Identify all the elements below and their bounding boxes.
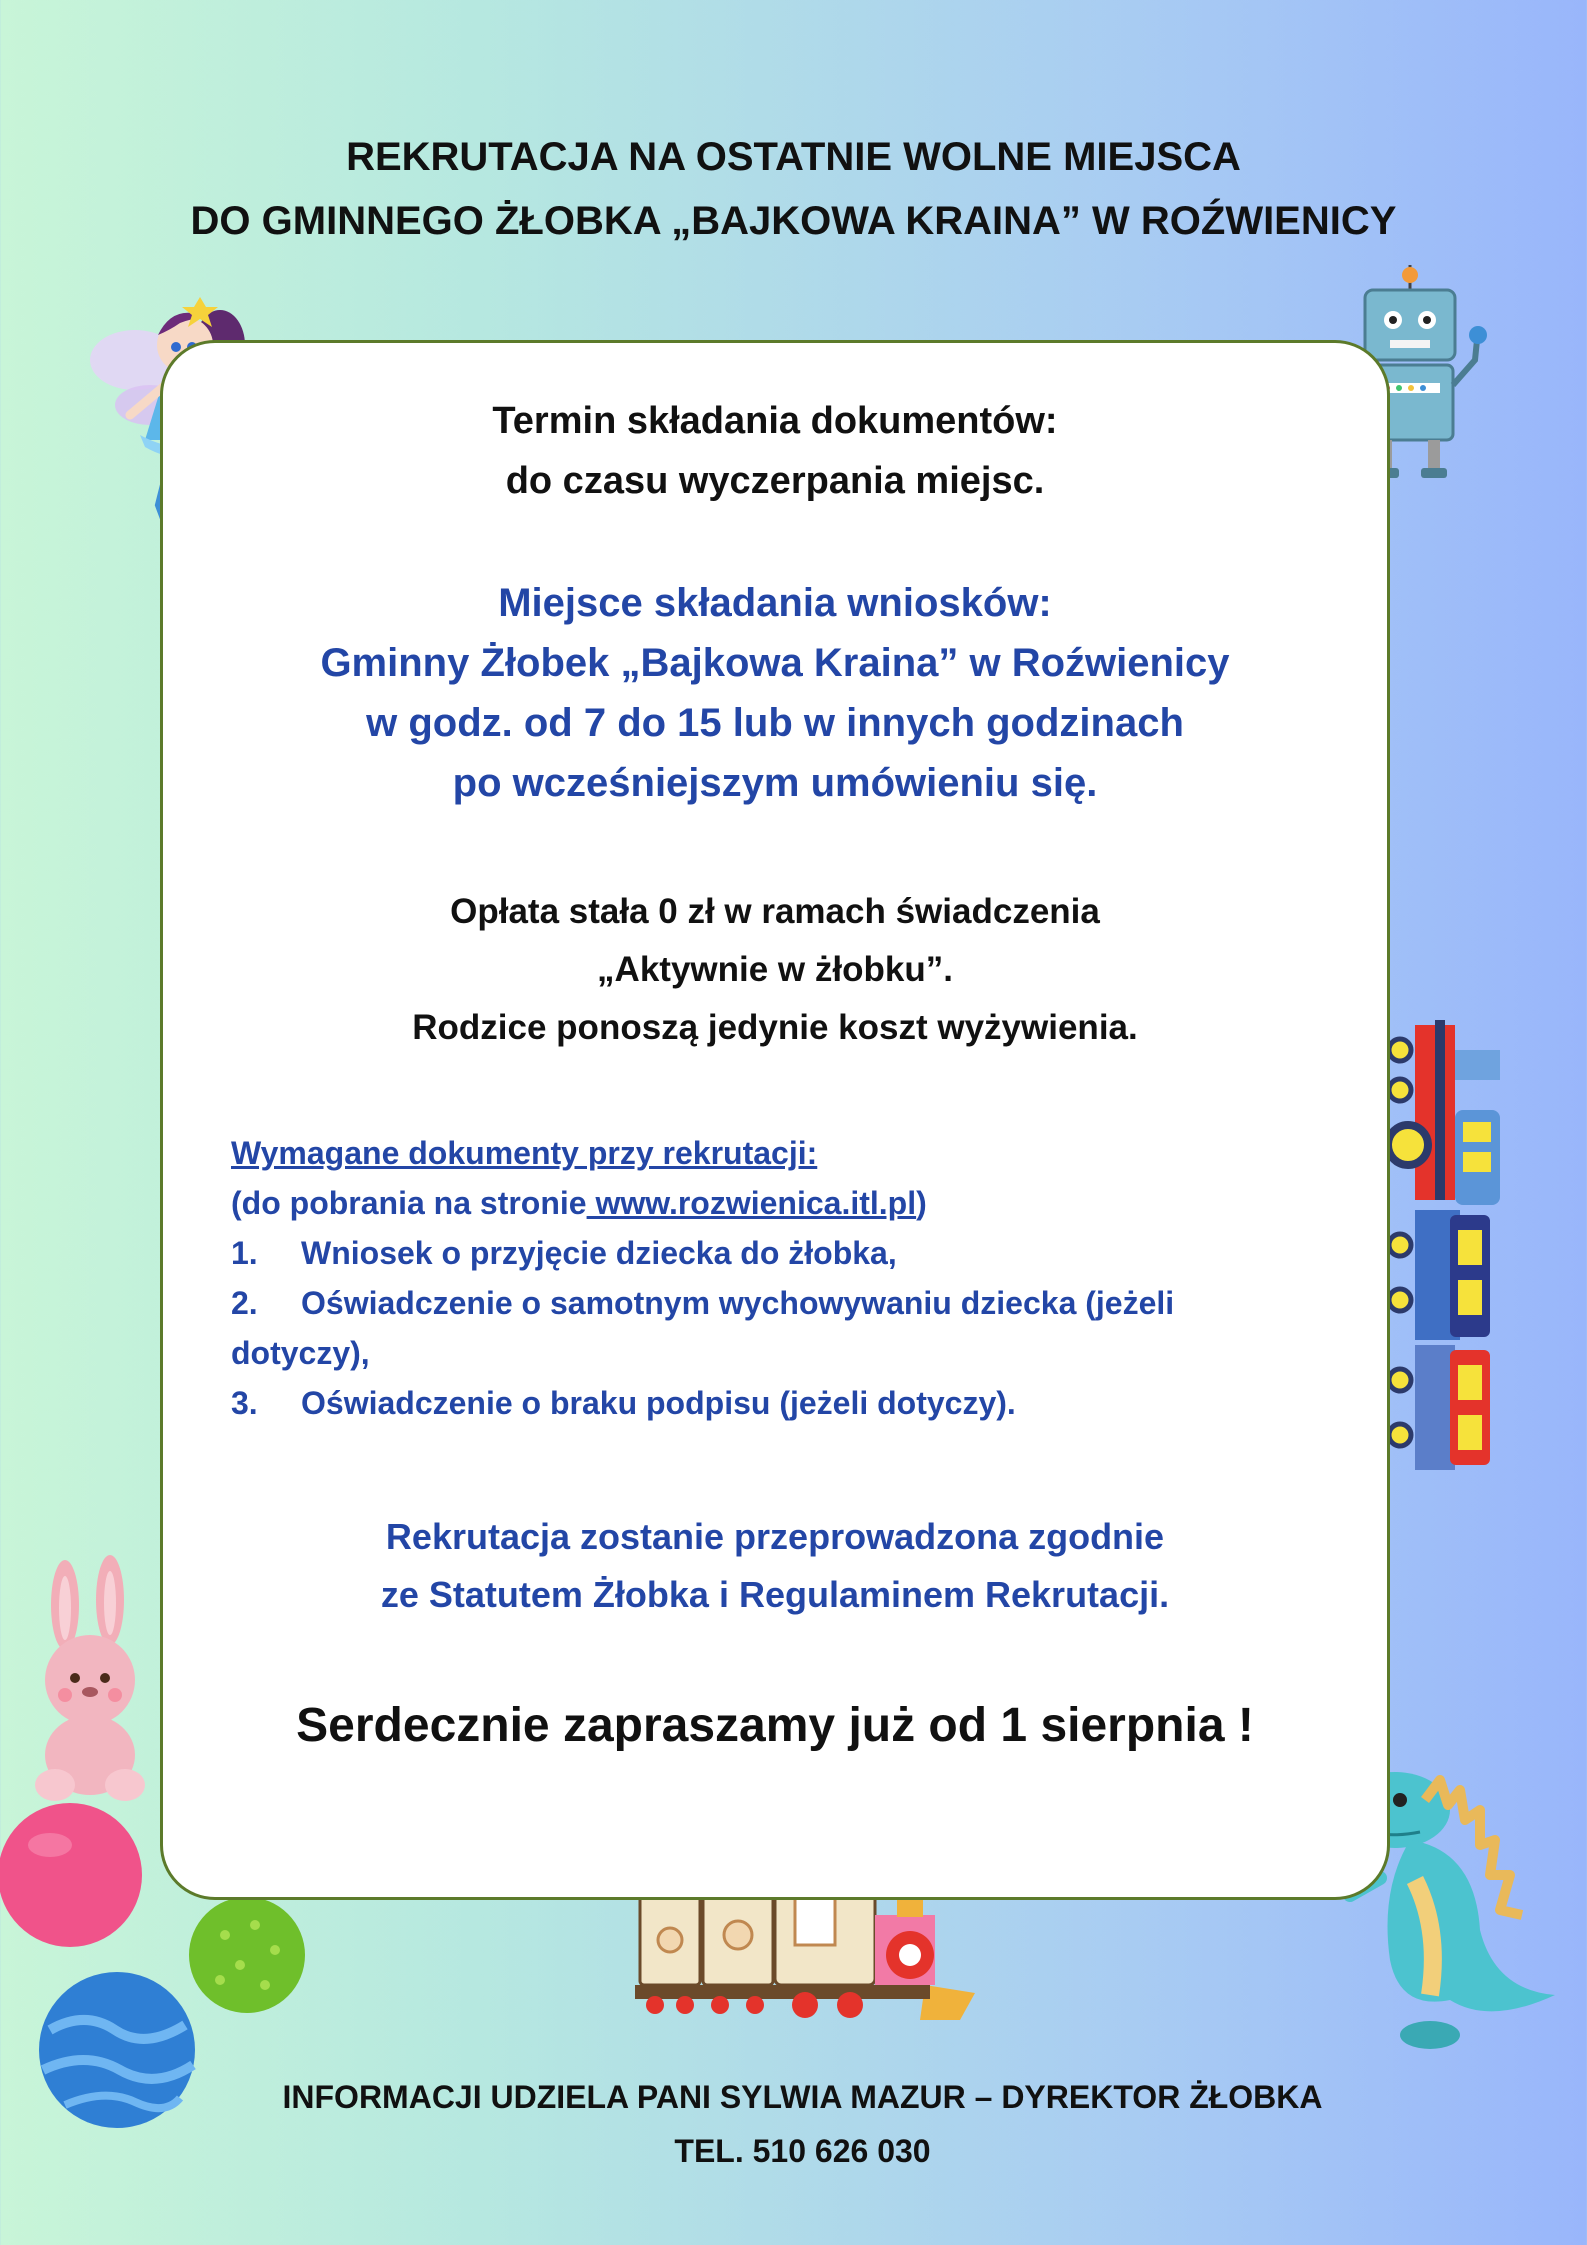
document-item-text: Wniosek o przyjęcie dziecka do żłobka, xyxy=(301,1235,897,1271)
document-item-text: Oświadczenie o braku podpisu (jeżeli dotyczy). xyxy=(301,1385,1016,1421)
place-hours: w godz. od 7 do 15 lub w innych godzinach xyxy=(366,701,1184,745)
title-line-1: REKRUTACJA NA OSTATNIE WOLNE MIEJSCA xyxy=(346,135,1241,179)
toy-train-vertical-icon xyxy=(1380,1020,1510,1475)
fee-line-1: Opłata stała 0 zł w ramach świadczenia xyxy=(450,892,1100,931)
document-item-number: 1. xyxy=(231,1235,258,1271)
contact-person: INFORMACJI UDZIELA PANI SYLWIA MAZUR – DYREKTOR ŻŁOBKA xyxy=(282,2079,1323,2115)
deadline-value: do czasu wyczerpania miejsc. xyxy=(505,460,1045,502)
documents-download-note xyxy=(231,1178,1351,1228)
fee-line-2: „Aktywnie w żłobku”. xyxy=(597,950,953,989)
fee-line-3: Rodzice ponoszą jedynie koszt wyżywienia. xyxy=(412,1008,1138,1047)
deadline-heading: Termin składania dokumentów: xyxy=(492,400,1058,442)
content-panel xyxy=(160,340,1390,1900)
place-name: Gminny Żłobek „Bajkowa Kraina” w Roźwienicy xyxy=(320,641,1230,685)
poster-title xyxy=(0,125,1587,253)
document-item-continuation: dotyczy), xyxy=(231,1335,370,1371)
pink-ball-icon xyxy=(0,1800,150,1950)
fee-section xyxy=(163,883,1387,1057)
green-ball-icon xyxy=(185,1895,310,2015)
contact-phone: TEL. 510 626 030 xyxy=(674,2133,931,2169)
recruitment-line-1: Rekrutacja zostanie przeprowadzona zgodnie xyxy=(385,1516,1165,1557)
recruitment-section xyxy=(163,1508,1387,1624)
place-section xyxy=(163,573,1387,813)
documents-section xyxy=(231,1128,1351,1428)
place-heading: Miejsce składania wniosków: xyxy=(498,581,1052,625)
place-appointment: po wcześniejszym umówieniu się. xyxy=(452,761,1098,805)
document-item-number: 2. xyxy=(231,1285,258,1321)
document-item xyxy=(231,1228,1351,1278)
contact-footer xyxy=(0,2070,1587,2178)
document-item-number: 3. xyxy=(231,1385,258,1421)
recruitment-line-2: ze Statutem Żłobka i Regulaminem Rekrutacji. xyxy=(380,1574,1170,1615)
invitation-text: Serdecznie zapraszamy już od 1 sierpnia ! xyxy=(296,1699,1254,1752)
title-line-2: DO GMINNEGO ŻŁOBKA „BAJKOWA KRAINA” W ROŹWIENICY xyxy=(190,199,1397,243)
bunny-icon xyxy=(20,1550,160,1810)
document-item-text: Oświadczenie o samotnym wychowywaniu dziecka (jeżeli xyxy=(301,1285,1175,1321)
deadline-section xyxy=(163,391,1387,511)
download-prefix: (do pobrania na stronie xyxy=(231,1185,587,1221)
documents-heading: Wymagane dokumenty przy rekrutacji: xyxy=(231,1135,818,1171)
download-link[interactable]: www.rozwienica.itl.pl xyxy=(586,1185,917,1221)
document-item xyxy=(231,1278,1351,1328)
document-item xyxy=(231,1378,1351,1428)
download-suffix: ) xyxy=(916,1185,927,1221)
